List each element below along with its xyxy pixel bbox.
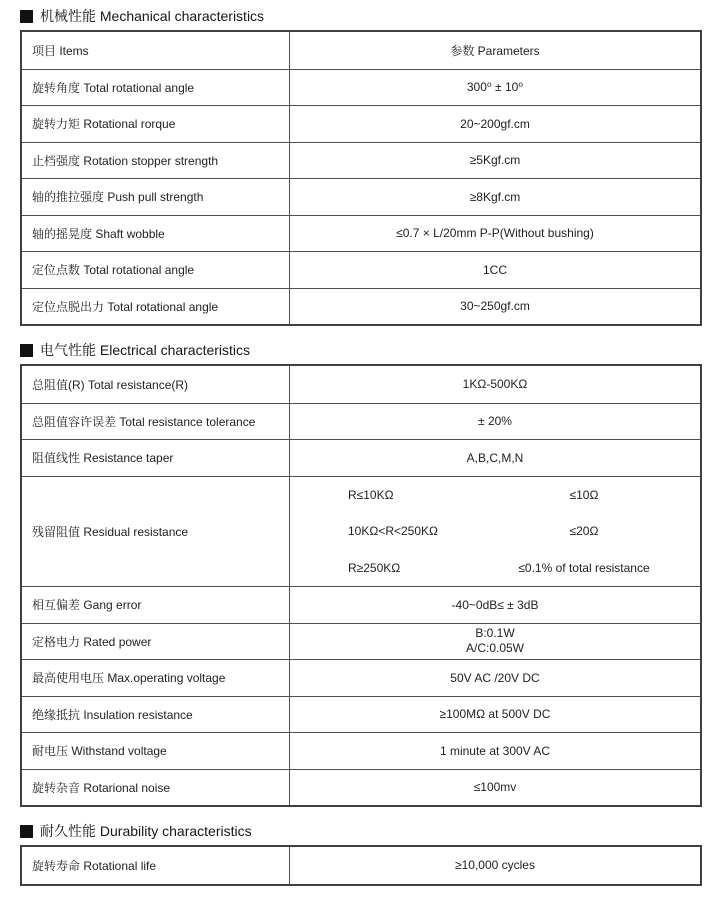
condition-text: 10KΩ<R<250KΩ	[348, 524, 438, 539]
condition-value: ≤20Ω	[569, 524, 599, 539]
residual-resistance-row	[22, 476, 700, 587]
condition-text: R≥250KΩ	[348, 560, 401, 575]
value-cell: A,B,C,M,N	[466, 450, 524, 465]
value-cell: 1CC	[482, 262, 507, 277]
table-row	[22, 142, 700, 179]
value-cell: 50V AC /20V DC	[450, 670, 540, 685]
table-row	[22, 769, 700, 806]
item-cell: 定位点数 Total rotational angle	[22, 252, 290, 288]
table-row	[22, 659, 700, 696]
table-row	[22, 586, 700, 623]
table-header-row	[22, 32, 700, 69]
section-marker-icon	[20, 825, 33, 838]
table-row	[22, 732, 700, 769]
condition-value: ≤0.1% of total resistance	[518, 560, 650, 575]
condition-value: ≤10Ω	[569, 487, 599, 502]
section-title-text: 耐久性能 Durability characteristics	[40, 823, 252, 839]
value-cell: 1KΩ-500KΩ	[462, 377, 528, 392]
item-cell: 止档强度 Rotation stopper strength	[22, 143, 290, 179]
item-cell: 总阻值(R) Total resistance(R)	[22, 366, 290, 403]
value-cell: ≥8Kgf.cm	[469, 189, 521, 204]
item-cell: 定位点脱出力 Total rotational angle	[22, 289, 290, 325]
condition-row	[290, 488, 700, 502]
condition-row	[290, 524, 700, 538]
rated-power-line-ac: A/C:0.05W	[465, 641, 525, 656]
section-title-text: 机械性能 Mechanical characteristics	[40, 8, 265, 24]
value-cell: ≤100mv	[473, 780, 517, 795]
table-row	[22, 178, 700, 215]
item-cell: 轴的推拉强度 Push pull strength	[22, 179, 290, 215]
table-row	[22, 251, 700, 288]
value-cell: -40~0dB≤ ± 3dB	[451, 597, 539, 612]
item-cell: 耐电压 Withstand voltage	[22, 733, 290, 769]
section-mechanical	[20, 8, 702, 326]
item-cell: 相互偏差 Gang error	[22, 587, 290, 623]
section-durability	[20, 823, 702, 886]
section-title-text: 电气性能 Electrical characteristics	[40, 342, 251, 358]
value-cell: ≤0.7 × L/20mm P-P(Without bushing)	[396, 226, 594, 241]
value-cell: 30~250gf.cm	[460, 299, 530, 314]
item-cell: 定格电力 Rated power	[22, 624, 290, 660]
value-cell: ≥100MΩ at 500V DC	[439, 707, 551, 722]
section-marker-icon	[20, 10, 33, 23]
section-electrical	[20, 342, 702, 807]
condition-row	[290, 561, 700, 575]
electrical-table	[20, 364, 702, 807]
table-row	[22, 288, 700, 325]
condition-text: R≤10KΩ	[348, 487, 394, 502]
item-cell: 旋转杂音 Rotarional noise	[22, 770, 290, 806]
section-marker-icon	[20, 344, 33, 357]
table-row	[22, 105, 700, 142]
table-row	[22, 847, 700, 884]
section-heading	[20, 342, 702, 359]
table-row	[22, 403, 700, 440]
value-cell: 300⁰ ± 10⁰	[466, 80, 524, 95]
items-header-cell: 项目 Items	[22, 32, 290, 69]
item-cell: 旋转寿命 Rotational life	[22, 847, 290, 884]
item-cell: 最高使用电压 Max.operating voltage	[22, 660, 290, 696]
durability-table	[20, 845, 702, 886]
item-cell: 阻值线性 Resistance taper	[22, 440, 290, 476]
section-heading	[20, 823, 702, 840]
mechanical-table	[20, 30, 702, 326]
value-cell: ≥10,000 cycles	[455, 858, 535, 873]
table-row	[22, 366, 700, 403]
item-cell: 残留阻值 Residual resistance	[22, 477, 290, 587]
rated-power-line-b: B:0.1W	[475, 626, 515, 641]
rated-power-row	[22, 623, 700, 660]
item-cell: 旋转角度 Total rotational angle	[22, 70, 290, 106]
value-cell: 1 minute at 300V AC	[439, 743, 551, 758]
value-cell: 20~200gf.cm	[460, 116, 530, 131]
table-row	[22, 439, 700, 476]
parameters-header-cell: 参数 Parameters	[450, 43, 540, 58]
table-row	[22, 696, 700, 733]
table-row	[22, 69, 700, 106]
item-cell: 总阻值容许误差 Total resistance tolerance	[22, 404, 290, 440]
item-cell: 绝缘抵抗 Insulation resistance	[22, 697, 290, 733]
item-cell: 轴的摇晃度 Shaft wobble	[22, 216, 290, 252]
value-cell: ≥5Kgf.cm	[469, 153, 521, 168]
item-cell: 旋转力矩 Rotational rorque	[22, 106, 290, 142]
table-row	[22, 215, 700, 252]
section-heading	[20, 8, 702, 25]
value-cell	[290, 624, 700, 660]
value-cell: ± 20%	[478, 414, 512, 429]
residual-resistance-conditions	[290, 477, 700, 587]
